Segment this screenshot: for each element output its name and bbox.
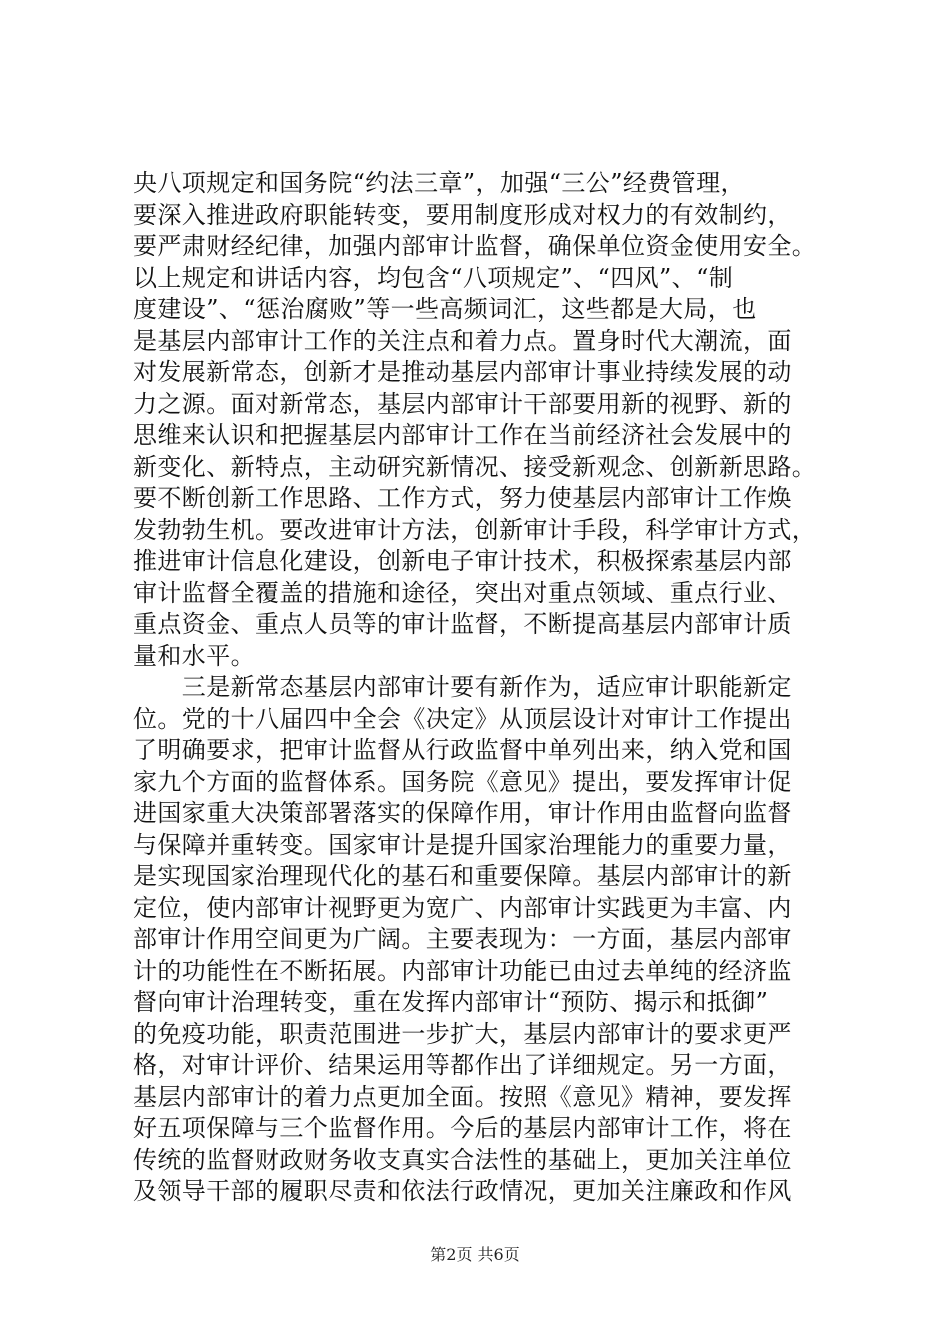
text-line: 新变化、新特点，主动研究新情况、接受新观念、创新新思路。 — [133, 452, 817, 481]
page-footer: 第2页 共6页 — [430, 1245, 520, 1264]
text-line: 审计监督全覆盖的措施和途径，突出对重点领域、重点行业、 — [133, 578, 792, 607]
text-line: 央八项规定和国务院“约法三章”，加强“三公”经费管理， — [133, 169, 745, 197]
text-line: 基层内部审计的着力点更加全面。按照《意见》精神，要发挥 — [133, 1082, 792, 1111]
text-line: 家九个方面的监督体系。国务院《意见》提出，要发挥审计促 — [133, 767, 792, 796]
text-line: 部审计作用空间更为广阔。主要表现为：一方面，基层内部审 — [133, 925, 792, 953]
text-line: 度建设”、“惩治腐败”等一些高频词汇，这些都是大局，也 — [133, 295, 757, 323]
text-line: 格，对审计评价、结果运用等都作出了详细规定。另一方面， — [133, 1051, 792, 1079]
body-text — [133, 168, 833, 1208]
text-line: 好五项保障与三个监督作用。今后的基层内部审计工作，将在 — [133, 1114, 792, 1142]
text-line: 三是新常态基层内部审计要有新作为，适应审计职能新定 — [133, 673, 792, 701]
text-line: 定位，使内部审计视野更为宽广、内部审计实践更为丰富、内 — [133, 893, 792, 922]
text-line: 要深入推进政府职能转变，要用制度形成对权力的有效制约， — [133, 200, 792, 229]
text-line: 对发展新常态，创新才是推动基层内部审计事业持续发展的动 — [133, 358, 792, 386]
text-line: 计的功能性在不断拓展。内部审计功能已由过去单纯的经济监 — [133, 956, 792, 985]
text-line: 量和水平。 — [133, 641, 255, 670]
text-line: 是基层内部审计工作的关注点和着力点。置身时代大潮流，面 — [133, 326, 792, 355]
text-line: 发勃勃生机。要改进审计方法，创新审计手段，科学审计方式， — [133, 515, 817, 544]
text-line: 思维来认识和把握基层内部审计工作在当前经济社会发展中的 — [133, 421, 792, 449]
text-line: 力之源。面对新常态，基层内部审计干部要用新的视野、新的 — [133, 389, 792, 418]
text-line: 与保障并重转变。国家审计是提升国家治理能力的重要力量， — [133, 830, 792, 859]
text-line: 及领导干部的履职尽责和依法行政情况，更加关注廉政和作风 — [133, 1177, 792, 1205]
text-line: 的免疫功能，职责范围进一步扩大，基层内部审计的要求更严 — [133, 1019, 792, 1048]
text-line: 推进审计信息化建设，创新电子审计技术，积极探索基层内部 — [133, 547, 792, 575]
text-line: 要严肃财经纪律，加强内部审计监督，确保单位资金使用安全。 — [133, 232, 817, 260]
text-line: 是实现国家治理现代化的基石和重要保障。基层内部审计的新 — [133, 862, 792, 890]
text-line: 要不断创新工作思路、工作方式，努力使基层内部审计工作焕 — [133, 484, 792, 512]
text-line: 传统的监督财政财务收支真实合法性的基础上，更加关注单位 — [133, 1145, 792, 1174]
text-line: 督向审计治理转变，重在发挥内部审计“预防、揭示和抵御” — [133, 988, 769, 1016]
text-line: 位。党的十八届四中全会《决定》从顶层设计对审计工作提出 — [133, 704, 792, 733]
text-line: 以上规定和讲话内容，均包含“八项规定”、“四风”、“制 — [133, 263, 734, 292]
text-line: 重点资金、重点人员等的审计监督，不断提高基层内部审计质 — [133, 610, 792, 638]
text-line: 进国家重大决策部署落实的保障作用，审计作用由监督向监督 — [133, 799, 792, 827]
text-line: 了明确要求，把审计监督从行政监督中单列出来，纳入党和国 — [133, 736, 792, 764]
